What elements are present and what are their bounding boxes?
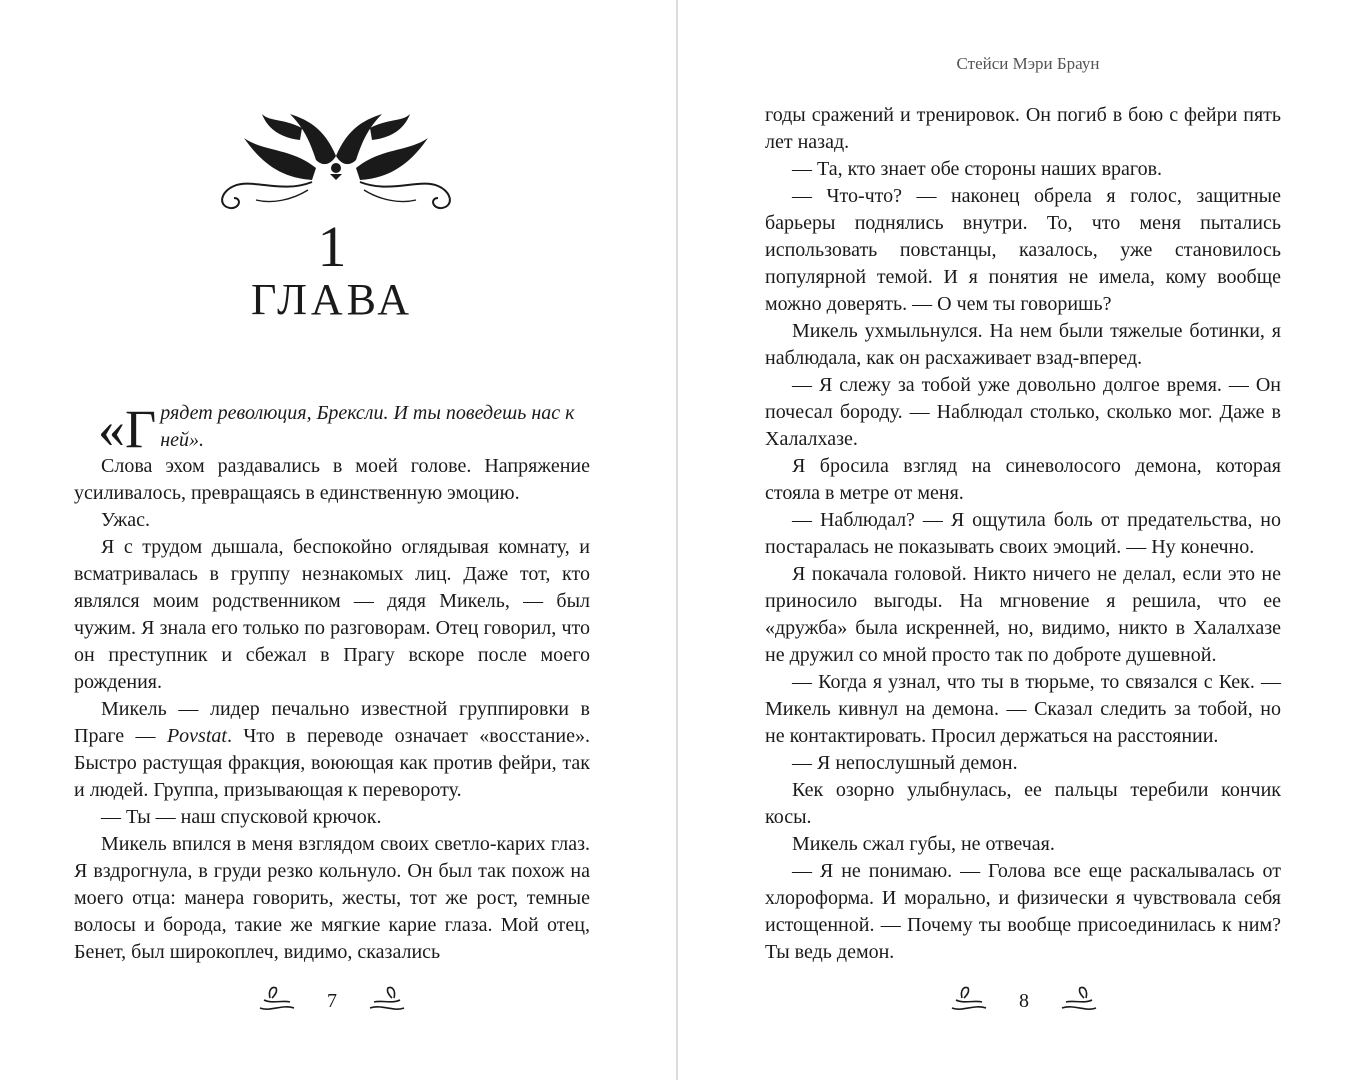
- paragraph: Микель ухмыльнулся. На нем были тяжелые ботинки, я наблюдала, как он расхаживает взад-вперед.: [765, 320, 1281, 369]
- paragraph: Микель впился в меня взглядом своих светло-карих глаз. Я вздрогнула, в груди резко кольнуло. Он был так похож на моего отца: манера говорить, жесты, тот же рост, темные волосы и борода, такие же мягкие карие глаза. Мой отец, Бенет, был широкоплеч, видимо, сказались: [74, 833, 590, 963]
- chapter-ornament: [212, 108, 460, 218]
- paragraph: Микель сжал губы, не отвечая.: [792, 833, 1055, 855]
- right-page: [678, 0, 1354, 1080]
- paragraph: — Я непослушный демон.: [792, 752, 1018, 774]
- footer-flourish-icon: [368, 982, 408, 1016]
- chapter-title: ГЛАВА: [250, 275, 414, 324]
- drop-cap: «Г: [98, 399, 157, 459]
- left-page: [0, 0, 676, 1080]
- left-body-text: [74, 453, 590, 966]
- page-number: 7: [327, 990, 337, 1012]
- page-footer: [944, 982, 1104, 1022]
- paragraph: Я с трудом дышала, беспокойно оглядывая комнату, и всматривалась в группу незнакомых лиц. Даже тот, кто являлся моим родственником — дядя Микель, — был чужим. Я знала его только по разговорам. Отец говорил, что он преступник и сбежал в Прагу вскоре после моего рождения.: [74, 536, 590, 693]
- paragraph: Слова эхом раздавались в моей голове. Напряжение усиливалось, превращаясь в единственную эмоцию.: [74, 455, 590, 504]
- paragraph: — Что-что? — наконец обрела я голос, защитные барьеры поднялись внутри. То, что меня пытались использовать повстанцы, казалось, уже становилось популярной темой. И я понятия не имела, кому вообще можно доверять. — О чем ты говоришь?: [765, 185, 1281, 315]
- paragraph: Ужас.: [101, 509, 150, 531]
- paragraph: — Я не понимаю. — Голова все еще раскалывалась от хлороформа. И морально, и физически я чувствовала себя истощенной. — Почему ты вообще присоединилась к ним? Ты ведь демон.: [765, 860, 1281, 963]
- paragraph: — Та, кто знает обе стороны наших врагов.: [792, 158, 1163, 180]
- paragraph: — Наблюдал? — Я ощутила боль от предательства, но постаралась не показывать своих эмоций. — Ну конечно.: [765, 509, 1281, 558]
- paragraph: Я покачала головой. Никто ничего не делал, если это не приносило выгоды. На мгновение я решила, что ее «дружба» была искренней, но, видимо, никто в Халалхазе не дружил со мной просто так по доброте душевной.: [765, 563, 1281, 666]
- paragraph: — Ты — наш спусковой крючок.: [101, 806, 382, 828]
- right-body-text: [765, 102, 1281, 966]
- paragraph: — Когда я узнал, что ты в тюрьме, то связался с Кек. — Микель кивнул на демона. — Сказал следить за тобой, но не контактировать. Просил держаться на расстоянии.: [765, 671, 1281, 747]
- paragraph: годы сражений и тренировок. Он погиб в бою с фейри пять лет назад.: [765, 104, 1281, 153]
- paragraph: Кек озорно улыбнулась, ее пальцы теребили кончик косы.: [765, 779, 1281, 828]
- page-footer: [252, 982, 412, 1022]
- running-head: Стейси Мэри Браун: [956, 54, 1100, 73]
- epigraph-text: рядет революция, Брексли. И ты поведешь нас к ней».: [160, 402, 575, 451]
- epigraph: [74, 399, 590, 459]
- paragraph: — Я слежу за тобой уже довольно долгое время. — Он почесал бороду. — Наблюдал столько, сколько мог. Даже в Халалхазе.: [765, 374, 1281, 450]
- page-number: 8: [1019, 990, 1029, 1012]
- chapter-number: 1: [317, 214, 347, 279]
- footer-flourish-icon: [1060, 982, 1100, 1016]
- paragraph: Микель — лидер печально известной группировки в Праге — Povstat. Что в переводе означает «восстание». Быстро растущая фракция, воюющая как против фейри, так и людей. Группа, призывающая к перевороту.: [74, 698, 591, 801]
- paragraph: Я бросила взгляд на синеволосого демона, которая стояла в метре от меня.: [765, 455, 1281, 504]
